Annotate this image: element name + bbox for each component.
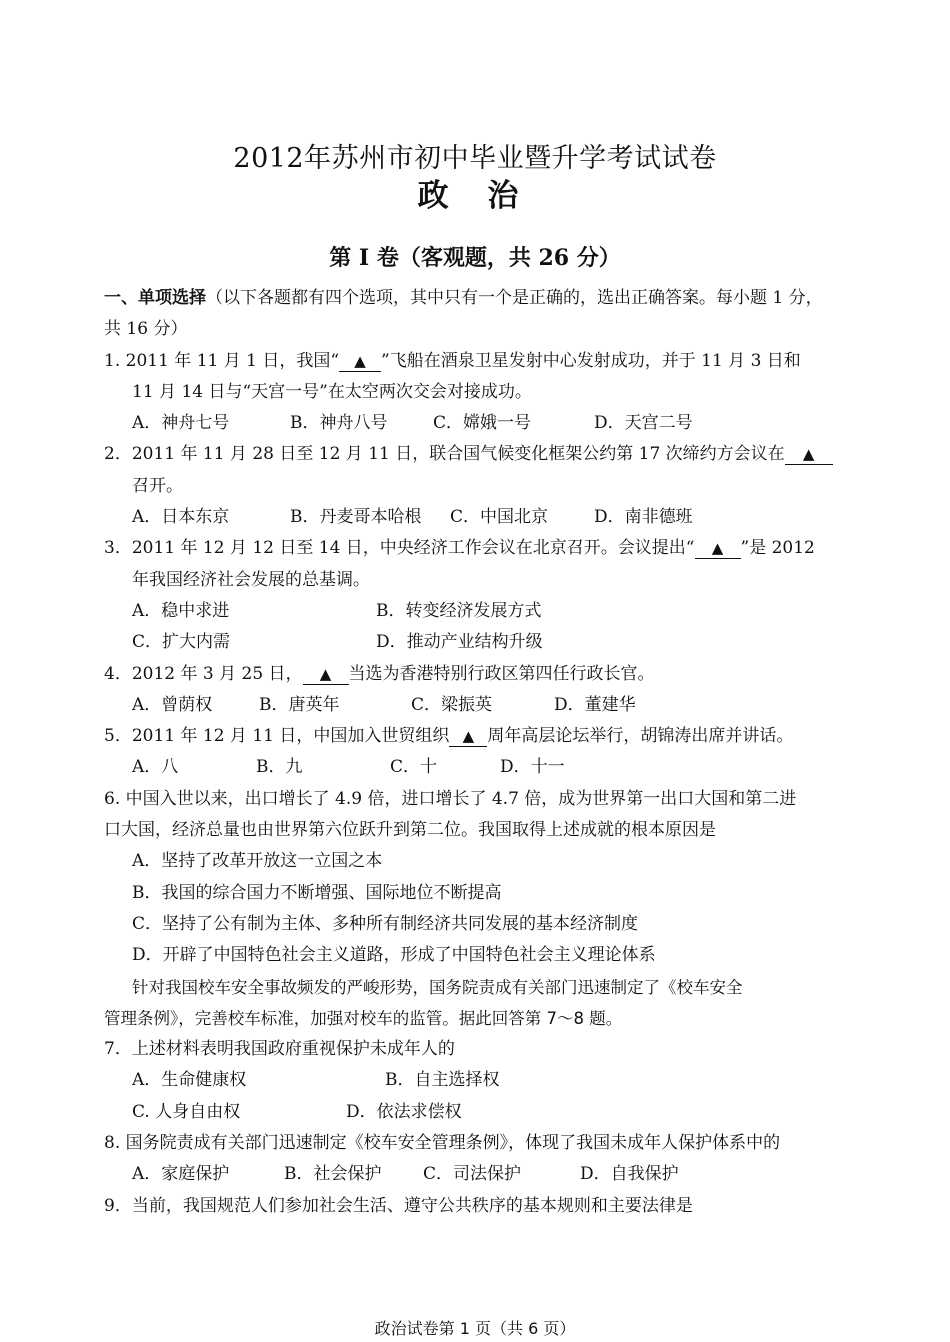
answer-blank: ▲ [303,664,349,685]
option-d[interactable]: D．开辟了中国特色社会主义道路，形成了中国特色社会主义理论体系 [132,945,656,966]
section-instructions [104,283,850,314]
question-4-options [104,690,850,721]
question-content [104,283,850,1222]
question-1-text-b: ”飞船在酒泉卫星发射中心发射成功，并于 11 月 3 日和 [381,350,801,371]
option-c[interactable]: C．十 [390,757,438,778]
option-d[interactable]: D．董建华 [554,694,636,715]
option-b[interactable]: B．转变经济发展方式 [376,600,542,621]
question-1-cont: 11 月 14 日与“天宫一号”在太空两次交会对接成功。 [132,381,532,402]
option-c[interactable]: C．扩大内需 [132,632,231,653]
option-c[interactable]: C．司法保护 [423,1164,522,1185]
question-1-text-a: 1. 2011 年 11 月 1 日，我国“ [104,350,340,371]
question-3 [104,533,850,564]
question-5-text-a: 5．2011 年 12 月 11 日，中国加入世贸组织 [104,726,450,747]
option-c[interactable]: C．坚持了公有制为主体、多种所有制经济共同发展的基本经济制度 [132,913,639,934]
option-c[interactable]: C．嫦娥一号 [433,413,532,434]
question-3-options-row1 [104,596,850,627]
answer-blank: ▲ [785,444,833,465]
option-d[interactable]: D．南非德班 [594,507,693,528]
answer-blank: ▲ [339,351,381,372]
question-4-text-a: 4．2012 年 3 月 25 日， [104,663,303,684]
option-a[interactable]: A．坚持了改革开放这一立国之本 [132,851,383,872]
exam-title: 2012年苏州市初中毕业暨升学考试试卷 [233,143,717,174]
question-5-text-b: 周年高层论坛举行，胡锦涛出席并讲话。 [487,726,794,747]
question-6: 6. 中国入世以来，出口增长了 4.9 倍，进口增长了 4.7 倍，成为世界第一出口大国和第二进 [104,788,797,809]
option-c[interactable]: C．梁振英 [411,694,493,715]
subject-title: 政 治 [417,178,533,214]
option-a[interactable]: A．八 [132,757,179,778]
option-c[interactable]: C. 人身自由权 [132,1101,241,1122]
question-8: 8. 国务院责成有关部门迅速制定《校车安全管理条例》，体现了我国未成年人保护体系中的 [104,1133,781,1154]
question-2-options [104,502,850,533]
question-4 [104,659,850,690]
option-b[interactable]: B．社会保护 [284,1164,382,1185]
question-5-options [104,752,850,783]
question-2-text-a: 2．2011 年 11 月 28 日至 12 月 11 日，联合国气候变化框架公约第 17 次缔约方会议在 [104,444,785,465]
question-6-cont: 口大国，经济总量也由世界第六位跃升到第二位。我国取得上述成就的根本原因是 [104,820,716,841]
option-b[interactable]: B．丹麦哥本哈根 [290,507,422,528]
option-b[interactable]: B．神舟八号 [290,413,388,434]
question-2-cont: 召开。 [132,475,183,496]
option-b[interactable]: B．唐英年 [259,694,340,715]
option-c[interactable]: C．中国北京 [450,507,549,528]
section-heading: 一、单项选择 [104,288,206,308]
question-2 [104,439,850,470]
option-b[interactable]: B．自主选择权 [385,1070,500,1091]
option-b[interactable]: B．我国的综合国力不断增强、国际地位不断提高 [132,882,502,903]
option-a[interactable]: A．生命健康权 [132,1070,247,1091]
option-a[interactable]: A．家庭保护 [132,1164,230,1185]
question-8-options [104,1159,850,1190]
question-3-cont: 年我国经济社会发展的总基调。 [132,569,370,590]
question-7: 7．上述材料表明我国政府重视保护未成年人的 [104,1039,455,1060]
section-instructions-cont: 共 16 分） [104,319,188,340]
section-instructions-text: （以下各题都有四个选项，其中只有一个是正确的，选出正确答案。每小题 1 分， [206,288,823,308]
option-d[interactable]: D．推动产业结构升级 [376,632,543,653]
question-5 [104,721,850,752]
answer-blank: ▲ [449,726,487,747]
option-a[interactable]: A．曾荫权 [132,694,213,715]
question-3-text-b: ”是 2012 [740,538,815,559]
page-footer: 政治试卷第 1 页（共 6 页） [374,1319,576,1338]
material-paragraph: 针对我国校车安全事故频发的严峻形势，国务院责成有关部门迅速制定了《校车安全 [132,977,743,997]
option-d[interactable]: D．自我保护 [580,1164,679,1185]
option-d[interactable]: D．天宫二号 [594,413,693,434]
question-1 [104,346,850,377]
answer-blank: ▲ [695,538,741,559]
option-d[interactable]: D．依法求偿权 [346,1101,462,1122]
option-a[interactable]: A．神舟七号 [132,413,230,434]
question-7-options-row2 [104,1097,850,1128]
option-a[interactable]: A．日本东京 [132,507,230,528]
question-7-options-row1 [104,1065,850,1096]
part-title: 第 I 卷（客观题，共 26 分） [329,245,621,271]
option-b[interactable]: B．九 [256,757,303,778]
question-1-options [104,408,850,439]
question-3-text-a: 3．2011 年 12 月 12 日至 14 日，中央经济工作会议在北京召开。会议提出“ [104,538,695,559]
question-9: 9．当前，我国规范人们参加社会生活、遵守公共秩序的基本规则和主要法律是 [104,1195,693,1216]
material-paragraph-cont: 管理条例》，完善校车标准，加强对校车的监管。据此回答第 7～8 题。 [104,1008,623,1028]
option-a[interactable]: A．稳中求进 [132,600,230,621]
question-3-options-row2 [104,627,850,658]
question-4-text-b: 当选为香港特别行政区第四任行政长官。 [348,663,655,684]
option-d[interactable]: D．十一 [500,757,565,778]
